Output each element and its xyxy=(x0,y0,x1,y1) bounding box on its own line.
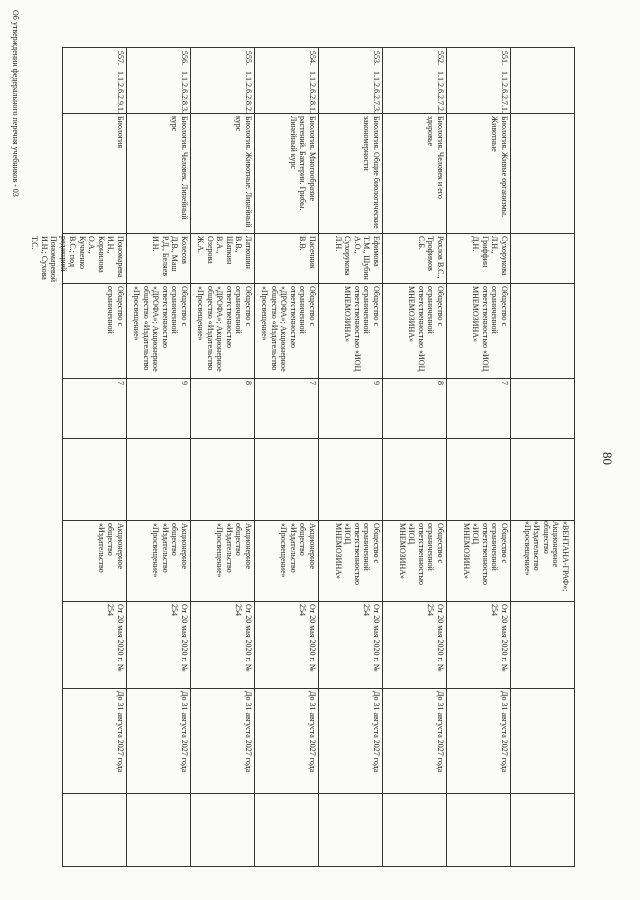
cell-num: 557. xyxy=(116,51,125,65)
cell-publisher: Общество с ограниченной ответственностью «ДРОФА»; Акционерное общество «Издательство «Просвещение» xyxy=(260,286,317,372)
cell-title: Биология. Человек. Линейный курс xyxy=(170,116,189,220)
cell-until: До 31 августа 2027 года xyxy=(116,691,125,773)
cell-order: От 20 мая 2020 г. № 254 xyxy=(170,604,189,672)
cell-title: Биология. Многообразие растений. Бактерии. Грибы. Линейный курс xyxy=(289,116,317,211)
cell-dev xyxy=(383,438,447,520)
cell-code: 1.1.2.6.2.8.3. xyxy=(180,71,189,113)
cell-owner: Общество с ограниченной ответственностью «ИОЦ МНЕМОЗИНА» xyxy=(462,523,509,586)
cell-code: 1.1.2.6.2.8.1. xyxy=(308,71,317,113)
cell-code: 1.1.2.6.2.7.2. xyxy=(436,71,445,113)
cell-code: 1.1.2.6.2.7.3. xyxy=(372,71,381,113)
cell-authors: Ефимова Т.М., Шубин А.О., Сухорукова Л.Н. xyxy=(334,236,381,280)
cell-until: До 31 августа 2027 года xyxy=(244,691,253,773)
page-number: 80 xyxy=(600,452,615,465)
cell-publisher: Общество с ограниченной ответственностью «ИОЦ МНЕМОЗИНА» xyxy=(343,286,381,372)
cell-title: Биология. Живые организмы. Животные xyxy=(490,116,509,218)
cell-grade: 9 xyxy=(372,381,381,385)
cell-grade: 9 xyxy=(180,381,189,385)
cell-code: 1.1.2.6.2.7.1. xyxy=(500,71,509,113)
cell-order: От 20 мая 2020 г. № 254 xyxy=(426,604,445,672)
cell-publisher: Общество с ограниченной ответственностью «ДРОФА»; Акционерное общество «Издательство «Просвещение» xyxy=(196,286,253,372)
cell-title: Биология. Общие биологические закономерности xyxy=(362,116,381,229)
footer-note: Об утверждении федерального перечня учебников - 03 xyxy=(11,10,20,197)
fragment-publisher: «ВЕНТАНА-ГРАФ»; Акционерное общество «Издательство «Просвещение» xyxy=(523,521,570,592)
cell-dev xyxy=(255,438,319,520)
cell-title: Биология xyxy=(116,116,125,149)
cell-until: До 31 августа 2027 года xyxy=(308,691,317,773)
cell-num: 556. xyxy=(180,51,189,65)
cell-publisher: Общество с ограниченной ответственностью «ДРОФА»; Акционерное общество «Издательство «Просвещение» xyxy=(132,286,189,372)
cell-num: 555. xyxy=(244,51,253,65)
cell-owner: Общество с ограниченной ответственностью «ИОЦ МНЕМОЗИНА» xyxy=(334,523,381,586)
cell-code: 1.1.2.6.2.8.2. xyxy=(244,71,253,113)
cell-title: Биология. Животные. Линейный курс xyxy=(234,116,253,228)
cell-publisher: Общество с ограниченной ответственностью «ИОЦ МНЕМОЗИНА» xyxy=(407,286,445,372)
cell-dev xyxy=(127,438,191,520)
cell-grade: 7 xyxy=(116,381,125,385)
cell-num: 554. xyxy=(308,51,317,65)
textbook-table xyxy=(30,47,575,867)
cell-code: 1.1.2.6.2.9.1. xyxy=(116,71,125,113)
cell-authors: Пасечник В.В. xyxy=(298,236,317,269)
cell-authors: Латюшин В.В., Шапкин В.А., Озерова Ж.А. xyxy=(196,236,253,269)
cell-grade: 7 xyxy=(308,381,317,385)
cell-until: До 31 августа 2027 года xyxy=(180,691,189,773)
cell-order: От 20 мая 2020 г. № 254 xyxy=(234,604,253,672)
cell-dev xyxy=(191,438,255,520)
cell-until: До 31 августа 2027 года xyxy=(500,691,509,773)
cell-authors: Рохлов В.С., Трофимов С.Б. xyxy=(417,236,445,279)
cell-until: До 31 августа 2027 года xyxy=(372,691,381,773)
cell-order: От 20 мая 2020 г. № 254 xyxy=(106,604,125,672)
cell-dev xyxy=(447,438,511,520)
cell-title: Биология. Человек и его здоровье xyxy=(426,116,445,199)
cell-dev xyxy=(63,438,127,520)
cell-until: До 31 августа 2027 года xyxy=(436,691,445,773)
cell-grade: 8 xyxy=(436,381,445,385)
cell-publisher: Общество с ограниченной ответственностью «ИОЦ МНЕМОЗИНА» xyxy=(471,286,509,372)
cell-num: 551. xyxy=(500,51,509,65)
cell-num: 553. xyxy=(372,51,381,65)
cell-owner: Акционерное общество «Издательство «Просвещение» xyxy=(279,523,317,578)
cell-owner: Акционерное общество «Издательство «Просвещение» xyxy=(151,523,189,578)
cell-order: От 20 мая 2020 г. № 254 xyxy=(490,604,509,672)
cell-owner: Общество с ограниченной ответственностью «ИОЦ МНЕМОЗИНА» xyxy=(398,523,445,586)
cell-grade: 8 xyxy=(244,381,253,385)
cell-owner: Акционерное общество «Издательство «Просвещение» xyxy=(215,523,253,578)
cell-order: От 20 мая 2020 г. № 254 xyxy=(298,604,317,672)
cell-grade: 7 xyxy=(500,381,509,385)
cell-authors: Колесов Д.В., Маш Р.Д., Беляев И.Н. xyxy=(151,236,189,277)
cell-order: От 20 мая 2020 г. № 254 xyxy=(362,604,381,672)
cell-authors: Сухорукова Л.Н., Гриффин Д.Н. xyxy=(471,236,509,276)
cell-owner: Акционерное общество «Издательство xyxy=(97,523,125,573)
cell-publisher: Общество с ограниченной xyxy=(106,286,125,334)
cell-dev xyxy=(319,438,383,520)
cell-num: 552. xyxy=(436,51,445,65)
cell-authors: Пономарева И.Н., Корнилова О.А., Кучменко В.С.; под редакцией Пономаревой И.Н.; Сухова Т.С. xyxy=(30,236,125,283)
